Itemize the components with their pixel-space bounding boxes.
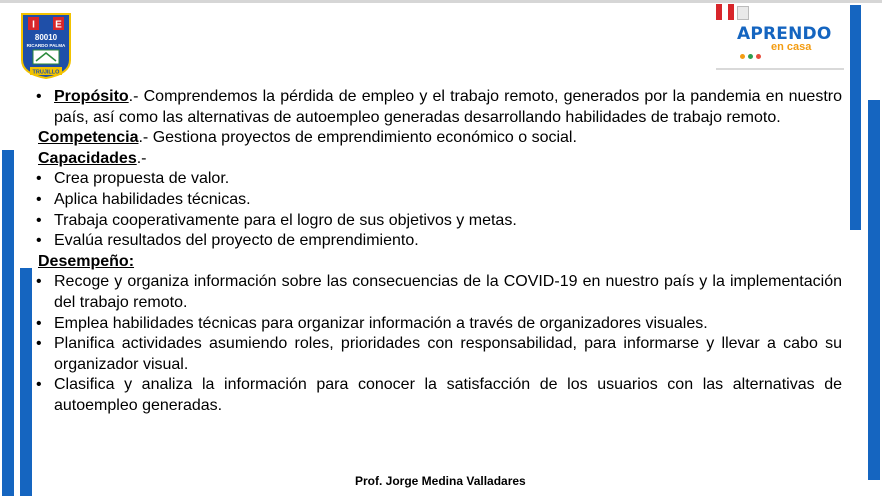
brand-dots-icon bbox=[740, 46, 764, 64]
desempeno-text: Clasifica y analiza la información para conocer la satisfacción de los usuarios con las alternativas de autoempleo generadas. bbox=[54, 376, 842, 414]
proposito-row bbox=[36, 87, 842, 128]
accent-bar-left-outer bbox=[2, 150, 14, 496]
logo-number: 80010 bbox=[34, 33, 58, 42]
top-divider bbox=[0, 0, 882, 3]
capacidades-heading bbox=[36, 149, 842, 170]
list-item bbox=[36, 375, 842, 416]
competencia-label: Competencia bbox=[38, 129, 139, 147]
accent-bar-right-top bbox=[850, 5, 861, 230]
list-item bbox=[36, 272, 842, 313]
slide-content bbox=[36, 87, 842, 417]
desempeno-text: Planifica actividades asumiendo roles, prioridades con responsabilidad, para informarse y llevar a cabo su organizador visual. bbox=[54, 335, 842, 373]
brand-subtitle: en casa bbox=[771, 41, 812, 53]
proposito-text: Comprendemos la pérdida de empleo y el trabajo remoto, generados por la pandemia en nuestro país, así como las alternativas de autoempleo generadas desarrollando habilidades de trabajo remoto. bbox=[54, 88, 842, 126]
peru-flag-icon bbox=[716, 4, 736, 20]
capacidad-text: Trabaja cooperativamente para el logro de sus objetivos y metas. bbox=[54, 211, 517, 229]
desempeno-text: Recoge y organiza información sobre las consecuencias de la COVID-19 en nuestro país y la implementación del trabajo remoto. bbox=[54, 273, 842, 311]
desempeno-text: Emplea habilidades técnicas para organizar información a través de organizadores visuales. bbox=[54, 314, 708, 332]
list-item bbox=[36, 231, 842, 252]
list-item bbox=[36, 334, 842, 375]
list-item bbox=[36, 211, 842, 232]
bullet: • bbox=[36, 273, 42, 291]
bullet: • bbox=[36, 88, 42, 105]
government-emblem-icon bbox=[737, 6, 749, 20]
list-item bbox=[36, 169, 842, 190]
desempeno-heading bbox=[36, 252, 842, 273]
list-item bbox=[36, 190, 842, 211]
brand-title: APRENDO bbox=[737, 24, 832, 44]
proposito-separator: .- bbox=[128, 88, 139, 105]
list-item bbox=[36, 314, 842, 335]
desempeno-label: Desempeño: bbox=[38, 252, 135, 270]
bullet: • bbox=[36, 232, 42, 250]
logo-letter-e: E bbox=[55, 19, 62, 31]
capacidad-text: Crea propuesta de valor. bbox=[54, 170, 230, 188]
school-logo bbox=[20, 12, 72, 80]
proposito-label: Propósito bbox=[54, 88, 129, 105]
competencia-text: .- Gestiona proyectos de emprendimiento económico o social. bbox=[138, 129, 577, 147]
logo-school-name: RICARDO PALMA bbox=[26, 43, 66, 48]
capacidades-label: Capacidades bbox=[38, 149, 137, 167]
bullet: • bbox=[36, 376, 42, 394]
bullet: • bbox=[36, 211, 42, 229]
author-footer: Prof. Jorge Medina Valladares bbox=[355, 474, 526, 488]
capacidades-separator: .- bbox=[136, 149, 147, 167]
logo-letter-i: I bbox=[32, 19, 35, 31]
logo-city: TRUJILLO bbox=[32, 69, 60, 76]
capacidad-text: Aplica habilidades técnicas. bbox=[54, 190, 251, 208]
bullet: • bbox=[36, 335, 42, 353]
accent-bar-right-bottom bbox=[868, 100, 880, 480]
bullet: • bbox=[36, 190, 42, 208]
bullet: • bbox=[36, 170, 42, 188]
accent-bar-left-inner bbox=[20, 268, 32, 496]
aprendo-en-casa-logo bbox=[716, 4, 844, 70]
competencia-row bbox=[36, 128, 842, 149]
capacidad-text: Evalúa resultados del proyecto de emprendimiento. bbox=[54, 232, 419, 250]
bullet: • bbox=[36, 314, 42, 332]
